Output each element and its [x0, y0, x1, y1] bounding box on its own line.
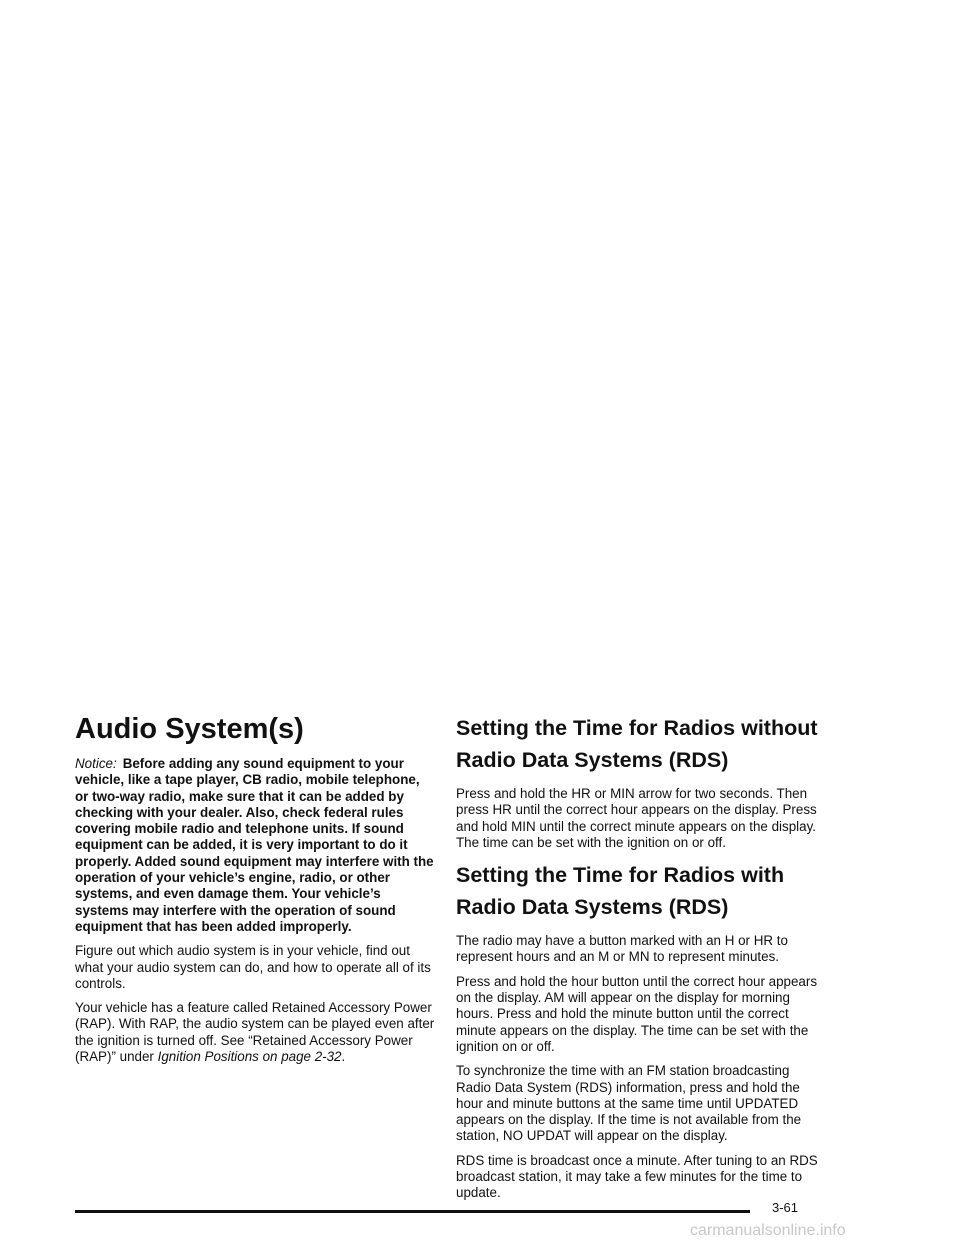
footer-rule [75, 1210, 750, 1213]
paragraph-rds-broadcast: RDS time is broadcast once a minute. After tuning to an RDS broadcast station, it may take a few minutes for the time to update. [456, 1152, 818, 1201]
notice-paragraph [75, 756, 435, 935]
section-heading-audio-systems: Audio System(s) [75, 713, 304, 745]
notice-label: Notice: [75, 756, 117, 771]
page-number: 3-61 [772, 1200, 799, 1215]
paragraph-rap [75, 1000, 435, 1065]
section-heading-without-rds: Setting the Time for Radios without Radio Data Systems (RDS) [456, 716, 818, 772]
paragraph-rds-set-time: Press and hold the hour button until the correct hour appears on the display. AM will appear on the display for morning hours. Press and hold the minute button until the correct minute appears on the display. The time can be set with the ignition on or off. [456, 973, 818, 1054]
paragraph-figure-out: Figure out which audio system is in your vehicle, find out what your audio system can do, and how to operate all of its controls. [75, 943, 431, 991]
section-heading-with-rds: Setting the Time for Radios with Radio Data Systems (RDS) [456, 863, 785, 920]
paragraph-rds-synchronize: To synchronize the time with an FM station broadcasting Radio Data System (RDS) information, press and hold the hour and minute buttons at the same time until UPDATED appears on the display. If the time is not available from the station, NO UPDAT will appear on the display. [456, 1063, 802, 1144]
rap-text: Your vehicle has a feature called Retained Accessory Power (RAP). With RAP, the audio system can be played even after the ignition is turned off. See “Retained Accessory Power (RAP)” under [75, 1000, 435, 1065]
notice-text: Before adding any sound equipment to your vehicle, like a tape player, CB radio, mobile telephone, or two-way radio, make sure that it can be added by checking with your dealer. Also, check federal rules covering mobile radio and telephone units. If sound equipment can be added, it is very important to do it properly. Added sound equipment may interfere with the operation of your vehicle’s engine, radio, or other systems, and even damage them. Your vehicle’s systems may interfere with the operation of sound equipment that has been added improperly. [75, 756, 434, 934]
paragraph-without-rds: Press and hold the HR or MIN arrow for two seconds. Then press HR until the correct hour appears on the display. Press and hold MIN until the correct minute appears on the display. The time can be set with the ignition on or off. [456, 786, 817, 850]
right-column [456, 712, 826, 1210]
rap-text-end: . [341, 1049, 346, 1065]
ignition-positions-reference: Ignition Positions on page 2-32 [157, 1049, 342, 1065]
watermark: carmanualsonline.info [690, 1222, 846, 1239]
paragraph-rds-buttons: The radio may have a button marked with an H or HR to represent hours and an M or MN to represent minutes. [456, 933, 788, 965]
left-column [75, 712, 435, 1073]
